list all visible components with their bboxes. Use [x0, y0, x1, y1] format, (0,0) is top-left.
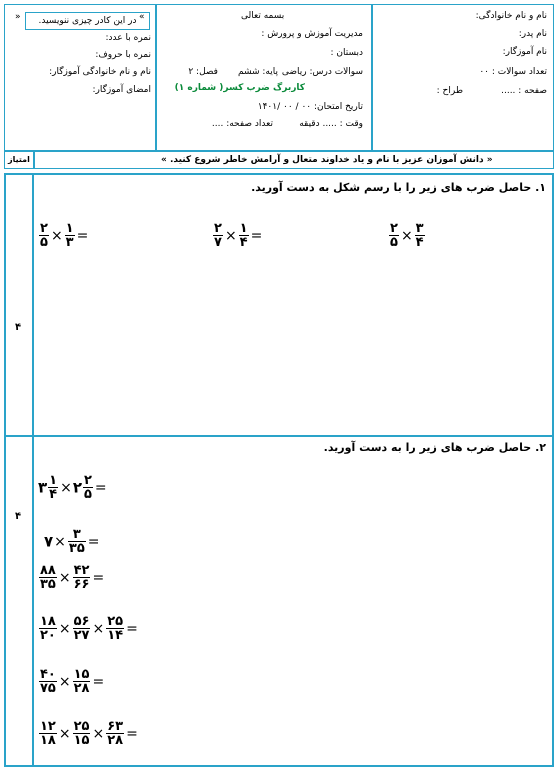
no-write-box: در این کادر چیزی ننویسید. — [25, 12, 150, 30]
times-sign: × — [58, 673, 71, 690]
fraction-denominator: ۷ — [214, 235, 222, 250]
exam-date: تاریخ امتحان: ۰۰ / ۰۰ /۱۴۰۱ — [257, 102, 363, 112]
q1-expression-1 — [38, 222, 89, 249]
exam-header — [4, 4, 554, 169]
fraction-denominator: ۱۴ — [107, 628, 124, 643]
fraction — [68, 528, 86, 555]
q1-expression-3 — [388, 222, 426, 249]
quote-right: « — [139, 12, 145, 22]
fraction-numerator: ۱۲ — [40, 719, 56, 734]
times-sign: × — [50, 227, 63, 244]
whole-number: ۷ — [44, 532, 54, 551]
fraction-numerator: ۱ — [49, 473, 58, 488]
question-2-number: ۲. — [535, 441, 546, 454]
fraction — [39, 720, 57, 747]
fraction-denominator: ۱۸ — [40, 733, 56, 748]
teacher-fullname-label: نام و نام خانوادگی آموزگار: — [49, 67, 151, 77]
fraction-numerator: ۱ — [239, 221, 248, 236]
equals-sign: = — [87, 533, 100, 550]
fraction-denominator: ۴ — [415, 235, 424, 250]
exam-time: وقت : ..... دقیقه — [299, 119, 363, 129]
header-divider — [155, 5, 157, 150]
fraction-numerator: ۲ — [390, 221, 398, 236]
question-divider — [4, 435, 554, 437]
fraction — [83, 474, 93, 501]
question-1-number: ۱. — [535, 181, 546, 194]
q2-expression-1 — [38, 474, 108, 501]
equals-sign: = — [126, 620, 138, 637]
school-label: دبستان : — [330, 48, 363, 58]
fraction-denominator: ۱۵ — [73, 733, 90, 748]
q2-expression-6 — [38, 720, 139, 747]
teacher-signature-label: امضای آموزگار: — [92, 85, 151, 95]
teacher-name-label: نام آموزگار: — [502, 47, 547, 57]
subject-label: سوالات درس: ریاضی — [281, 67, 363, 77]
fraction — [415, 222, 425, 249]
question-2-text: حاصل ضرب های زیر را به دست آورید. — [323, 441, 532, 454]
times-sign: × — [92, 620, 105, 637]
equals-sign: = — [92, 673, 105, 690]
fraction-denominator: ۵ — [390, 235, 398, 250]
fraction-denominator: ۲۸ — [73, 681, 90, 696]
chapter-label: فصل: ۲ — [188, 67, 218, 77]
fraction — [39, 222, 49, 249]
fraction-numerator: ۴۰ — [40, 667, 56, 682]
q2-expression-5 — [38, 668, 105, 695]
fraction-numerator: ۲ — [40, 221, 48, 236]
q2-expression-2 — [44, 528, 101, 555]
fraction — [213, 222, 223, 249]
fraction-numerator: ۲۵ — [73, 719, 90, 734]
fraction — [106, 615, 124, 642]
fraction-denominator: ۲۰ — [40, 628, 56, 643]
whole-number: ۲ — [72, 478, 82, 497]
times-sign: × — [92, 725, 105, 742]
fraction — [39, 668, 57, 695]
fraction-numerator: ۱ — [65, 221, 74, 236]
equals-sign: = — [92, 569, 105, 586]
page-count: تعداد صفحه: .... — [211, 119, 273, 129]
fraction-numerator: ۴۲ — [73, 563, 90, 578]
score-column-divider — [32, 173, 34, 767]
header-divider — [5, 150, 553, 152]
edu-dept-label: مدیریت آموزش و پرورش : — [261, 29, 363, 39]
student-name-label: نام و نام خانوادگی: — [475, 11, 547, 21]
equals-sign: = — [126, 725, 138, 742]
worksheet-title: کاربرگ ضرب کسر( شماره ۱) — [174, 83, 305, 93]
fraction-numerator: ۲ — [214, 221, 222, 236]
question-2-title — [324, 441, 546, 454]
fraction-denominator: ۲۸ — [107, 733, 124, 748]
fraction-denominator: ۳۵ — [68, 541, 85, 556]
fraction-denominator: ۴ — [239, 235, 248, 250]
quote-left: » — [15, 12, 21, 22]
times-sign: × — [58, 725, 71, 742]
fraction-denominator: ۵ — [83, 487, 92, 502]
fraction-denominator: ۷۵ — [40, 681, 56, 696]
question-1-text: حاصل ضرب های زیر را با رسم شکل به دست آورید. — [251, 181, 532, 194]
fraction-denominator: ۳۵ — [40, 577, 56, 592]
fraction-numerator: ۸۸ — [40, 563, 56, 578]
times-sign: × — [58, 569, 71, 586]
banner-divider — [33, 150, 35, 169]
fraction — [73, 615, 91, 642]
bismillah: بسمه تعالی — [241, 11, 285, 21]
header-divider — [371, 5, 373, 150]
fraction-numerator: ۶۳ — [107, 719, 124, 734]
equals-sign: = — [94, 479, 107, 496]
times-sign: × — [400, 227, 413, 244]
times-sign: × — [58, 620, 71, 637]
q2-expression-3 — [38, 564, 105, 591]
equals-sign: = — [250, 227, 263, 244]
fraction — [65, 222, 75, 249]
fraction-numerator: ۳ — [72, 527, 81, 542]
fraction-denominator: ۶۶ — [73, 577, 90, 592]
designer-label: طراح : — [436, 86, 463, 96]
fraction-numerator: ۱۵ — [73, 667, 90, 682]
question-1-title — [251, 181, 546, 194]
equals-sign: = — [76, 227, 89, 244]
fraction-numerator: ۲ — [83, 473, 92, 488]
fraction — [389, 222, 399, 249]
fraction-denominator: ۲۷ — [73, 628, 90, 643]
father-name-label: نام پدر: — [518, 29, 547, 39]
times-sign: × — [54, 533, 66, 550]
fraction-numerator: ۳ — [415, 221, 424, 236]
times-sign: × — [60, 479, 72, 496]
score-column-label: امتیاز — [8, 155, 30, 164]
fraction — [239, 222, 249, 249]
welcome-banner: « دانش آموزان عزیز با نام و یاد خداوند متعال و آرامش خاطر شروع کنید. » — [161, 155, 493, 165]
score-letters-label: نمره با حروف: — [95, 50, 151, 60]
fraction — [73, 720, 91, 747]
fraction-numerator: ۱۸ — [40, 614, 56, 629]
fraction — [73, 668, 91, 695]
fraction — [48, 474, 58, 501]
question-2-score: ۴ — [15, 511, 22, 522]
times-sign: × — [224, 227, 237, 244]
q2-expression-4 — [38, 615, 139, 642]
whole-number: ۳ — [38, 478, 48, 497]
questions-count: تعداد سوالات : ۰۰ — [479, 67, 547, 77]
fraction-numerator: ۵۶ — [73, 614, 90, 629]
fraction — [106, 720, 124, 747]
fraction — [39, 615, 57, 642]
fraction-denominator: ۵ — [40, 235, 48, 250]
page-label: صفحه : ..... — [501, 86, 547, 96]
grade-label: پایه: ششم — [237, 67, 278, 77]
fraction-numerator: ۲۵ — [107, 614, 124, 629]
q1-expression-2 — [212, 222, 263, 249]
question-1-score: ۴ — [15, 322, 22, 333]
score-digits-label: نمره با عدد: — [105, 33, 151, 43]
fraction — [73, 564, 91, 591]
fraction-denominator: ۳ — [65, 235, 74, 250]
fraction-denominator: ۴ — [49, 487, 58, 502]
fraction — [39, 564, 57, 591]
